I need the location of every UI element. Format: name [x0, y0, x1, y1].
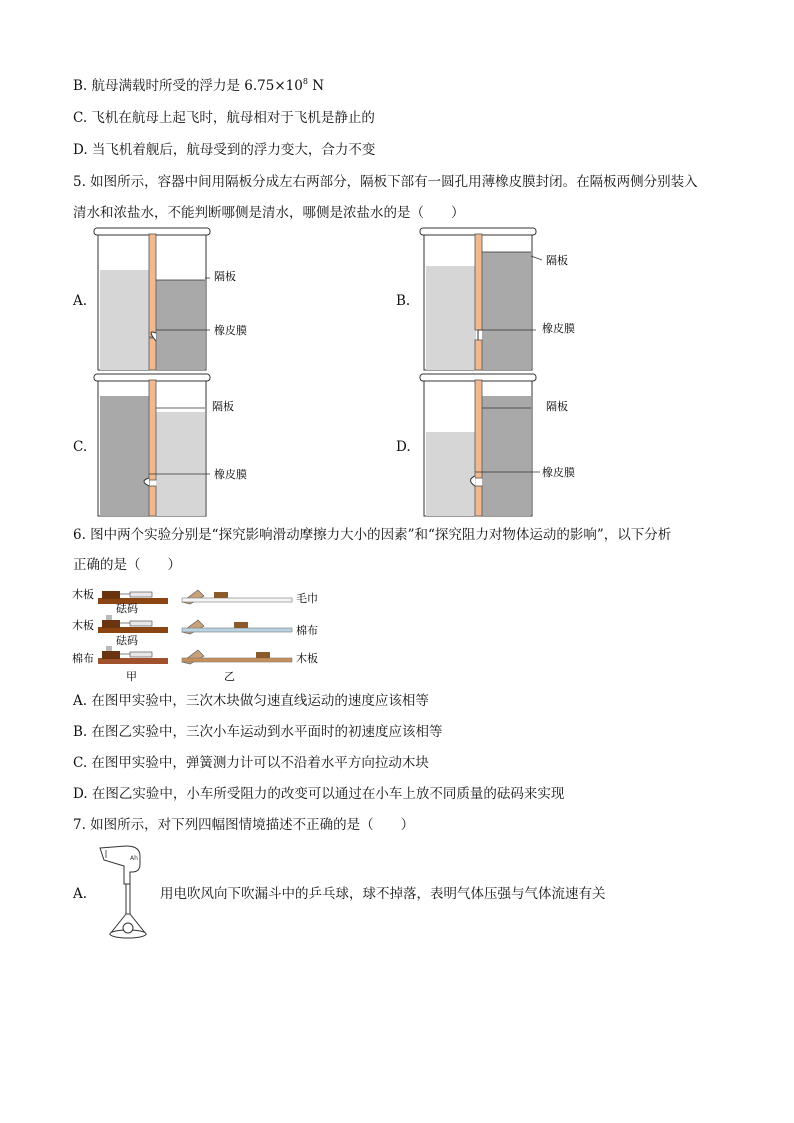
q5-figure-c [92, 372, 292, 520]
question-5-stem-line2: 清水和浓盐水，不能判断哪侧是清水，哪侧是浓盐水的是（ ） [73, 205, 465, 221]
partition-label: 隔板 [214, 270, 236, 283]
svg-text:棉布: 棉布 [72, 652, 94, 665]
option-7a-text: 用电吹风向下吹漏斗中的乒乓球，球不掉落，表明气体压强与气体流速有关 [160, 886, 606, 902]
membrane-label: 橡皮膜 [542, 322, 575, 335]
option-6b: B. 在图乙实验中，三次小车运动到水平面时的初速度应该相等 [73, 724, 443, 740]
membrane-label: 橡皮膜 [214, 468, 247, 481]
q5-figure-d [418, 372, 618, 520]
svg-text:木板: 木板 [72, 588, 94, 601]
option-4d: D. 当飞机着舰后，航母受到的浮力变大，合力不变 [73, 142, 376, 158]
option-4c: C. 飞机在航母上起飞时，航母相对于飞机是静止的 [73, 110, 375, 126]
svg-text:毛巾: 毛巾 [296, 592, 318, 605]
q7-label-a: A. [73, 886, 88, 902]
option-6a: A. 在图甲实验中，三次木块做匀速直线运动的速度应该相等 [73, 693, 429, 709]
svg-text:砝码: 砝码 [116, 602, 138, 615]
q5-figure-b [418, 226, 618, 374]
q5-label-a: A. [73, 293, 88, 309]
partition-label: 隔板 [546, 400, 568, 413]
membrane-label: 橡皮膜 [542, 466, 575, 479]
figure-jia [72, 587, 168, 683]
option-6c: C. 在图甲实验中，弹簧测力计可以不沿着水平方向拉动木块 [73, 755, 429, 771]
hair-dryer-funnel-figure [96, 842, 156, 944]
membrane-label: 橡皮膜 [214, 324, 247, 337]
svg-text:Ah: Ah [130, 855, 138, 862]
svg-text:棉布: 棉布 [296, 624, 318, 637]
q5-label-d: D. [396, 439, 411, 455]
question-6-stem-line1: 6. 图中两个实验分别是“探究影响滑动摩擦力大小的因素”和“探究阻力对物体运动的影响”，以下分析 [73, 527, 672, 543]
question-7-stem: 7. 如图所示，对下列四幅图情境描述不正确的是（ ） [73, 817, 415, 833]
svg-text:乙: 乙 [224, 670, 235, 683]
partition-label: 隔板 [546, 254, 568, 267]
partition-label: 隔板 [212, 400, 234, 413]
svg-text:木板: 木板 [296, 652, 318, 665]
svg-text:砝码: 砝码 [116, 634, 138, 647]
q6-figure [72, 582, 318, 686]
svg-text:木板: 木板 [72, 619, 94, 632]
question-6-stem-line2: 正确的是（ ） [73, 557, 181, 573]
option-6d: D. 在图乙实验中，小车所受阻力的改变可以通过在小车上放不同质量的砝码来实现 [73, 786, 565, 802]
q5-label-c: C. [73, 439, 88, 455]
option-4b: B. 航母满载时所受的浮力是 $6.75\times 10^8$ N [73, 77, 325, 94]
svg-text:甲: 甲 [126, 670, 137, 683]
q5-label-b: B. [396, 293, 411, 309]
question-5-stem-line1: 5. 如图所示，容器中间用隔板分成左右两部分，隔板下部有一圆孔用薄橡皮膜封闭。在隔板两侧分别装入 [73, 174, 698, 190]
figure-yi [182, 590, 318, 683]
q5-figure-a [92, 226, 292, 374]
